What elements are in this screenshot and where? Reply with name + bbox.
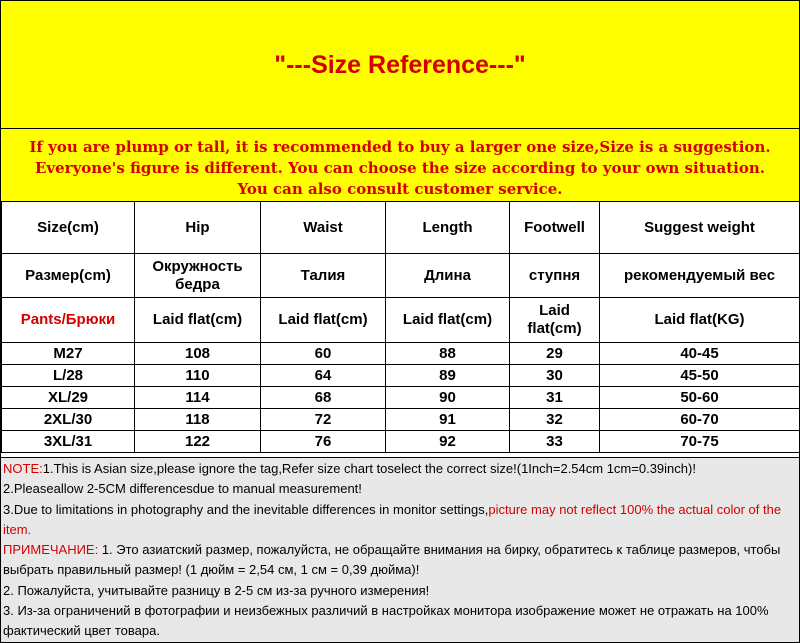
table-cell: 32 (510, 409, 600, 431)
note-russian-3: 3. Из-за ограничений в фотографии и неизбежных различий в настройках монитора изображение может не отражать на 100% фактический цвет товара. (3, 603, 769, 639)
table-row (2, 387, 800, 409)
table-row (2, 365, 800, 387)
note-russian-2: 2. Пожалуйста, учитывайте разницу в 2-5 см из-за ручного измерения! (3, 582, 430, 598)
header-cell: Waist (261, 202, 386, 254)
note-text: 1.This is Asian size,please ignore the tag,Refer size chart toselect the correct size!(1Inch=2.54cm 1cm=0.39inch)! (42, 461, 696, 476)
header-row-english (2, 202, 800, 254)
table-cell: 33 (510, 431, 600, 453)
header-cell: Талия (261, 254, 386, 298)
header-cell: ступня (510, 254, 600, 298)
table-cell: 76 (261, 431, 386, 453)
header-cell: Размер(cm) (2, 254, 135, 298)
note-english-1 (3, 459, 797, 479)
advice-line: If you are plump or tall, it is recommended to buy a larger one size,Size is a suggestion. (29, 138, 771, 156)
table-cell: 108 (135, 343, 261, 365)
table-cell: 64 (261, 365, 386, 387)
header-row-russian (2, 254, 800, 298)
note-text: 3.Due to limitations in photography and the inevitable differences in monitor settings, (3, 501, 489, 517)
header-cell: Length (386, 202, 510, 254)
table-cell: 60-70 (600, 409, 800, 431)
table-cell: 60 (261, 343, 386, 365)
table-cell: 92 (386, 431, 510, 453)
table-cell: 40-45 (600, 343, 800, 365)
table-cell: 72 (261, 409, 386, 431)
table-cell: L/28 (2, 365, 135, 387)
table-cell: 70-75 (600, 431, 800, 453)
header-cell: Окружность бедра (135, 254, 261, 298)
header-cell: Длина (386, 254, 510, 298)
table-cell: 91 (386, 409, 510, 431)
size-table (1, 201, 800, 453)
header-cell: Laid flat(cm) (510, 298, 600, 343)
header-cell: рекомендуемый вес (600, 254, 800, 298)
table-row (2, 409, 800, 431)
advice-line: Everyone's figure is different. You can choose the size according to your own situation. (34, 159, 766, 177)
header-cell: Laid flat(cm) (135, 298, 261, 343)
header-cell: Footwell (510, 202, 600, 254)
table-cell: 45-50 (600, 365, 800, 387)
table-cell: 88 (386, 343, 510, 365)
header-cell: Size(cm) (2, 202, 135, 254)
table-cell: 110 (135, 365, 261, 387)
table-cell: 122 (135, 431, 261, 453)
table-cell: 114 (135, 387, 261, 409)
table-row (2, 431, 800, 453)
header-cell: Laid flat(cm) (386, 298, 510, 343)
note-text: 1. Это азиатский размер, пожалуйста, не обращайте внимания на бирку, обратитесь к таблице размеров, чтобы выбрать правильный размер! (1 дюйм = 2,54 см, 1 см = 0,39 дюйма)! (3, 542, 781, 578)
pants-label: Pants/Брюки (2, 298, 135, 343)
note-label: NOTE: (3, 461, 43, 476)
banner-divider (1, 128, 799, 129)
table-cell: 30 (510, 365, 600, 387)
note-russian-1 (3, 540, 797, 581)
table-cell: 68 (261, 387, 386, 409)
header-cell: Laid flat(cm) (261, 298, 386, 343)
header-cell: Hip (135, 202, 261, 254)
header-cell: Laid flat(KG) (600, 298, 800, 343)
table-cell: 31 (510, 387, 600, 409)
note-english-2: 2.Pleaseallow 2-5CM differencesdue to manual measurement! (3, 481, 362, 497)
header-cell: Suggest weight (600, 202, 800, 254)
table-cell: XL/29 (2, 387, 135, 409)
table-cell: M27 (2, 343, 135, 365)
table-cell: 90 (386, 387, 510, 409)
size-advice (1, 137, 799, 200)
table-row (2, 343, 800, 365)
table-cell: 89 (386, 365, 510, 387)
table-cell: 29 (510, 343, 600, 365)
note-color-warning: picture may not reflect 100% the actual color of the item. (3, 501, 782, 537)
page-title: "---Size Reference---" (274, 51, 526, 79)
advice-line: You can also consult customer service. (237, 180, 563, 198)
note-english-3 (3, 500, 797, 541)
header-row-method (2, 298, 800, 343)
table-cell: 50-60 (600, 387, 800, 409)
table-cell: 118 (135, 409, 261, 431)
header-banner (1, 1, 799, 202)
table-cell: 2XL/30 (2, 409, 135, 431)
notes-section (1, 457, 799, 642)
note-label: ПРИМЕЧАНИЕ: (3, 542, 99, 558)
table-cell: 3XL/31 (2, 431, 135, 453)
